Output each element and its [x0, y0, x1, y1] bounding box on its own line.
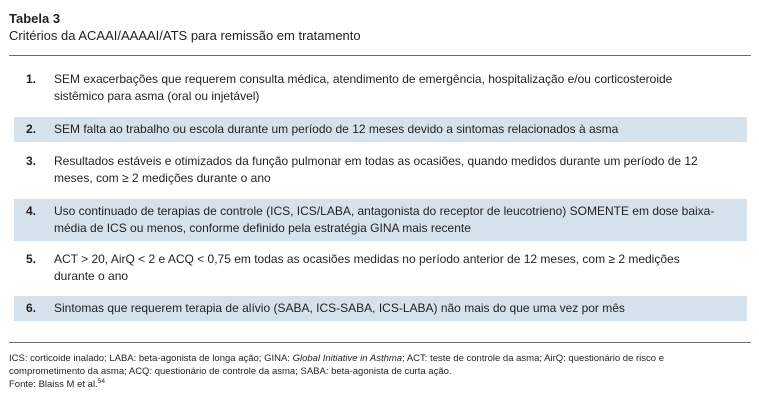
- row-text-line: durante o ano: [54, 269, 129, 283]
- row-number: 4.: [26, 204, 37, 218]
- row-text: [54, 251, 733, 285]
- row-text-line: sistêmico para asma (oral ou injetável): [54, 89, 260, 103]
- row-text-line: SEM exacerbações que requerem consulta médica, atendimento de emergência, hospitalização e/ou corticosteroide: [54, 72, 673, 86]
- row-text: [54, 300, 733, 317]
- row-text-line: Uso continuado de terapias de controle (ICS, ICS/LABA, antagonista do receptor de leucotrieno) SOMENTE em dose baixa-: [54, 204, 715, 218]
- criteria-row-1: [14, 69, 747, 107]
- criteria-row-5: [14, 249, 747, 287]
- row-text-line: meses, com ≥ 2 medições durante o ano: [54, 171, 271, 185]
- row-number: 5.: [26, 252, 37, 266]
- row-number: 2.: [26, 122, 37, 136]
- row-text-line: Resultados estáveis e otimizados da função pulmonar em todas as ocasiões, quando medidos durante um período de 12: [54, 154, 698, 168]
- table-caption: [9, 10, 749, 44]
- source-text: Fonte: Blaiss M et al.: [9, 379, 98, 390]
- table-top-rule: [9, 55, 751, 56]
- table-label: Tabela 3: [9, 11, 61, 26]
- footnote-abbrev-part2: ; ACT: teste de controle da asma; AirQ: questionário de risco e: [402, 353, 664, 364]
- row-number: 6.: [26, 301, 37, 315]
- footnote-source: [9, 378, 751, 391]
- criteria-row-6: [14, 296, 747, 321]
- row-text: [54, 153, 733, 187]
- row-text-line: ACT > 20, AirQ < 2 e ACQ < 0,75 em todas as ocasiões medidas no período anterior de 12 meses, com ≥ 2 medições: [54, 252, 680, 266]
- table-title: Critérios da ACAAI/AAAAI/ATS para remissão em tratamento: [9, 28, 361, 43]
- row-number: 3.: [26, 154, 37, 168]
- footnote-line-1: [9, 352, 751, 365]
- criteria-row-3: [14, 151, 747, 189]
- criteria-row-4: [14, 199, 747, 241]
- row-text-line: SEM falta ao trabalho ou escola durante um período de 12 meses devido a sintomas relacionados à asma: [54, 122, 619, 136]
- footnote-line-2: comprometimento da asma; ACQ: questionário de controle da asma; SABA: beta-agonista de curta ação.: [9, 366, 452, 377]
- source-reference: 54: [97, 377, 105, 385]
- row-text: [54, 203, 733, 237]
- criteria-row-2: [14, 117, 747, 142]
- row-text: [54, 71, 733, 105]
- row-text-line: média de ICS ou menos, conforme definido pela estratégia GINA mais recente: [54, 221, 471, 235]
- table-bottom-rule: [9, 342, 751, 343]
- table-footnotes: [9, 352, 751, 391]
- row-text-line: Sintomas que requerem terapia de alívio (SABA, ICS-SABA, ICS-LABA) não mais do que uma vez por mês: [54, 301, 625, 315]
- row-text: [54, 121, 733, 138]
- footnote-gina-name: Global Initiative in Asthma: [292, 353, 403, 364]
- footnote-abbrev-part1: ICS: corticoide inalado; LABA: beta-agonista de longa ação; GINA:: [9, 353, 293, 364]
- row-number: 1.: [26, 72, 37, 86]
